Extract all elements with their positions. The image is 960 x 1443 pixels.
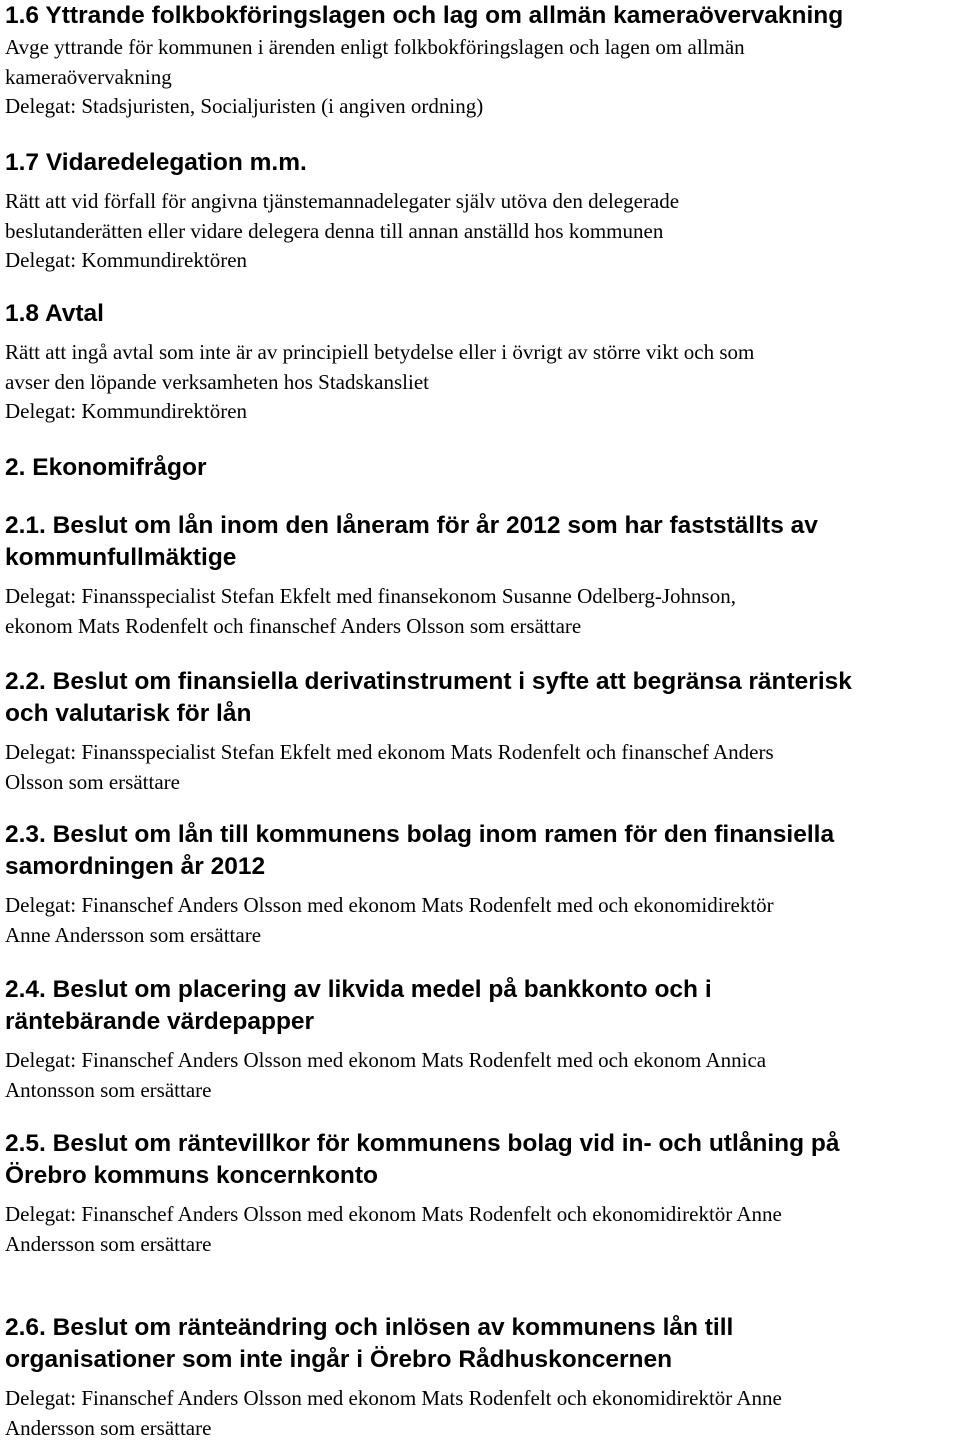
chapter-heading: 2. Ekonomifrågor bbox=[5, 452, 957, 484]
section-1-6 bbox=[5, 0, 957, 122]
delegat-line: Delegat: Finansspecialist Stefan Ekfelt med finansekonom Susanne Odelberg-Johnson, bbox=[5, 582, 957, 612]
section-heading: 2.5. Beslut om räntevillkor för kommunens bolag vid in- och utlåning på bbox=[5, 1128, 957, 1160]
body-line: beslutanderätten eller vidare delegera denna till annan anställd hos kommunen bbox=[5, 217, 957, 247]
section-2-6 bbox=[5, 1312, 957, 1443]
section-heading: 2.4. Beslut om placering av likvida medel på bankkonto och i bbox=[5, 974, 957, 1006]
section-heading-cont: Örebro kommuns koncernkonto bbox=[5, 1160, 957, 1192]
section-heading: 2.3. Beslut om lån till kommunens bolag inom ramen för den finansiella bbox=[5, 819, 957, 851]
delegat-line: Delegat: Finanschef Anders Olsson med ekonom Mats Rodenfelt och ekonomidirektör Anne bbox=[5, 1384, 957, 1414]
body-line: Rätt att vid förfall för angivna tjänstemannadelegater själv utöva den delegerade bbox=[5, 187, 957, 217]
section-2-1 bbox=[5, 510, 957, 641]
body-line: Avge yttrande för kommunen i ärenden enligt folkbokföringslagen och lagen om allmän bbox=[5, 33, 957, 63]
section-heading-cont: organisationer som inte ingår i Örebro Rådhuskoncernen bbox=[5, 1344, 957, 1376]
section-heading: 2.6. Beslut om ränteändring och inlösen av kommunens lån till bbox=[5, 1312, 957, 1344]
section-1-7 bbox=[5, 147, 957, 276]
body-line: Rätt att ingå avtal som inte är av principiell betydelse eller i övrigt av större vikt och som bbox=[5, 338, 957, 368]
delegat-line: Delegat: Finanschef Anders Olsson med ekonom Mats Rodenfelt med och ekonom Annica bbox=[5, 1046, 957, 1076]
delegat-line: Olsson som ersättare bbox=[5, 768, 957, 798]
section-2-2 bbox=[5, 666, 957, 797]
section-2-3 bbox=[5, 819, 957, 950]
delegat-line: Delegat: Finanschef Anders Olsson med ekonom Mats Rodenfelt med och ekonomidirektör bbox=[5, 891, 957, 921]
section-1-8 bbox=[5, 298, 957, 427]
section-heading: 1.7 Vidaredelegation m.m. bbox=[5, 147, 957, 179]
delegat-line: Delegat: Stadsjuristen, Socialjuristen (i angiven ordning) bbox=[5, 92, 957, 122]
section-2-4 bbox=[5, 974, 957, 1105]
delegat-line: Antonsson som ersättare bbox=[5, 1076, 957, 1106]
section-heading-cont: och valutarisk för lån bbox=[5, 698, 957, 730]
delegat-line: ekonom Mats Rodenfelt och finanschef Anders Olsson som ersättare bbox=[5, 612, 957, 642]
section-heading-cont: kommunfullmäktige bbox=[5, 542, 957, 574]
section-heading-cont: räntebärande värdepapper bbox=[5, 1006, 957, 1038]
delegat-line: Delegat: Finanschef Anders Olsson med ekonom Mats Rodenfelt och ekonomidirektör Anne bbox=[5, 1200, 957, 1230]
delegat-line: Anne Andersson som ersättare bbox=[5, 921, 957, 951]
section-2 bbox=[5, 452, 957, 484]
delegat-line: Delegat: Finansspecialist Stefan Ekfelt med ekonom Mats Rodenfelt och finanschef Anders bbox=[5, 738, 957, 768]
body-line: avser den löpande verksamheten hos Stadskansliet bbox=[5, 368, 957, 398]
delegat-line: Andersson som ersättare bbox=[5, 1230, 957, 1260]
section-2-5 bbox=[5, 1128, 957, 1259]
delegat-line: Delegat: Kommundirektören bbox=[5, 246, 957, 276]
body-line: kameraövervakning bbox=[5, 63, 957, 93]
delegat-line: Delegat: Kommundirektören bbox=[5, 397, 957, 427]
delegat-line: Andersson som ersättare bbox=[5, 1414, 957, 1443]
section-heading: 1.6 Yttrande folkbokföringslagen och lag om allmän kameraövervakning bbox=[5, 0, 957, 32]
section-heading-cont: samordningen år 2012 bbox=[5, 851, 957, 883]
section-heading: 2.2. Beslut om finansiella derivatinstrument i syfte att begränsa ränterisk bbox=[5, 666, 957, 698]
section-heading: 2.1. Beslut om lån inom den låneram för år 2012 som har fastställts av bbox=[5, 510, 957, 542]
section-heading: 1.8 Avtal bbox=[5, 298, 957, 330]
